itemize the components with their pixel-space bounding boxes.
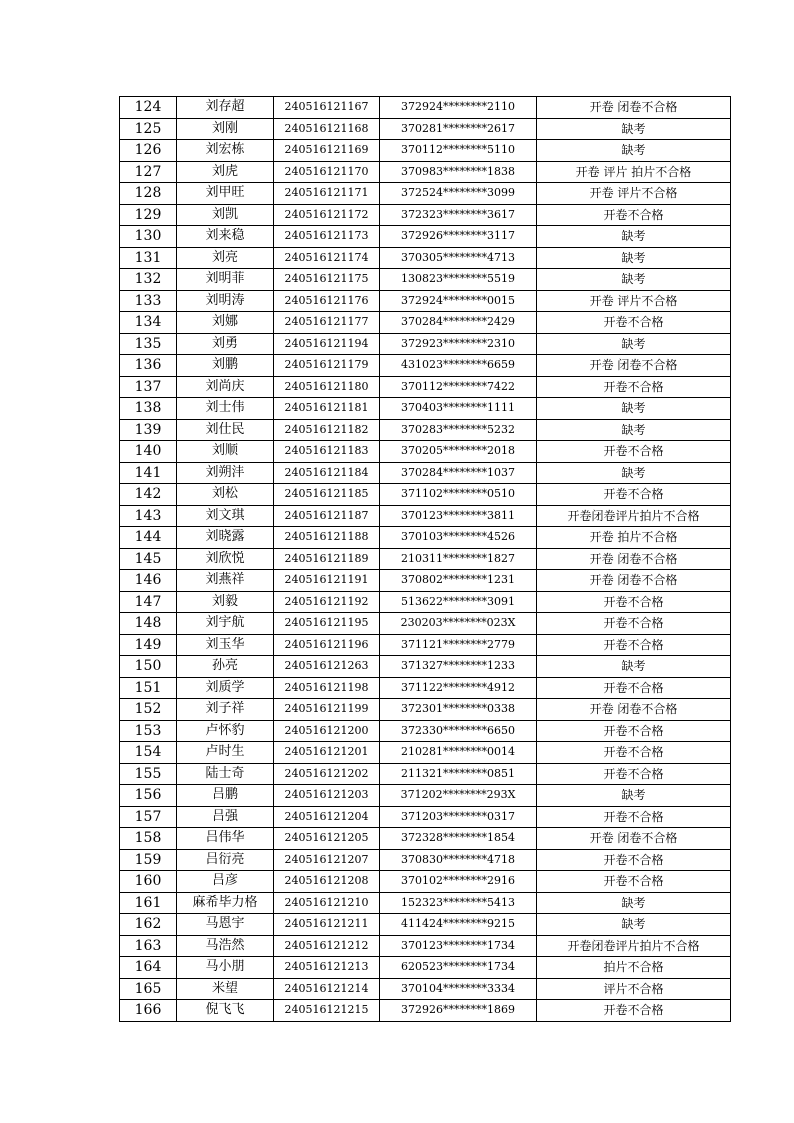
- exam-number: 240516121196: [274, 634, 380, 656]
- exam-number: 240516121173: [274, 226, 380, 248]
- table-row: [120, 398, 731, 420]
- exam-result: 开卷 闭卷不合格: [537, 828, 731, 850]
- exam-number: 240516121212: [274, 935, 380, 957]
- exam-number: 240516121211: [274, 914, 380, 936]
- id-number: 370283********5232: [380, 419, 537, 441]
- candidate-name: 刘甲旺: [177, 183, 274, 205]
- table-row: [120, 226, 731, 248]
- table-row: [120, 806, 731, 828]
- row-number: 156: [120, 785, 177, 807]
- exam-result: 缺考: [537, 785, 731, 807]
- id-number: 370281********2617: [380, 118, 537, 140]
- exam-result: 缺考: [537, 914, 731, 936]
- row-number: 150: [120, 656, 177, 678]
- exam-result: 缺考: [537, 656, 731, 678]
- exam-number: 240516121192: [274, 591, 380, 613]
- candidate-name: 吕伟华: [177, 828, 274, 850]
- row-number: 133: [120, 290, 177, 312]
- id-number: 211321********0851: [380, 763, 537, 785]
- row-number: 149: [120, 634, 177, 656]
- exam-number: 240516121199: [274, 699, 380, 721]
- exam-number: 240516121204: [274, 806, 380, 828]
- candidate-name: 刘燕祥: [177, 570, 274, 592]
- exam-number: 240516121170: [274, 161, 380, 183]
- exam-number: 240516121203: [274, 785, 380, 807]
- table-row: [120, 161, 731, 183]
- exam-number: 240516121167: [274, 97, 380, 119]
- exam-result: 缺考: [537, 892, 731, 914]
- row-number: 137: [120, 376, 177, 398]
- row-number: 155: [120, 763, 177, 785]
- candidate-name: 刘来稳: [177, 226, 274, 248]
- table-row: [120, 140, 731, 162]
- table-row: [120, 269, 731, 291]
- row-number: 148: [120, 613, 177, 635]
- table-row: [120, 978, 731, 1000]
- exam-number: 240516121207: [274, 849, 380, 871]
- row-number: 152: [120, 699, 177, 721]
- row-number: 165: [120, 978, 177, 1000]
- table-row: [120, 247, 731, 269]
- exam-result: 开卷 闭卷不合格: [537, 355, 731, 377]
- id-number: 371327********1233: [380, 656, 537, 678]
- table-row: [120, 484, 731, 506]
- candidate-name: 刘仕民: [177, 419, 274, 441]
- row-number: 134: [120, 312, 177, 334]
- candidate-name: 刘朔沣: [177, 462, 274, 484]
- id-number: 372323********3617: [380, 204, 537, 226]
- candidate-name: 刘虎: [177, 161, 274, 183]
- exam-number: 240516121181: [274, 398, 380, 420]
- table-row: [120, 333, 731, 355]
- exam-result: 开卷 评片不合格: [537, 183, 731, 205]
- table-row: [120, 634, 731, 656]
- exam-result: 缺考: [537, 118, 731, 140]
- row-number: 128: [120, 183, 177, 205]
- exam-result: 开卷不合格: [537, 871, 731, 893]
- id-number: 370112********5110: [380, 140, 537, 162]
- exam-number: 240516121179: [274, 355, 380, 377]
- candidate-name: 刘尚庆: [177, 376, 274, 398]
- row-number: 147: [120, 591, 177, 613]
- id-number: 371202********293X: [380, 785, 537, 807]
- row-number: 164: [120, 957, 177, 979]
- id-number: 513622********3091: [380, 591, 537, 613]
- exam-result: 缺考: [537, 140, 731, 162]
- candidate-name: 刘毅: [177, 591, 274, 613]
- table-row: [120, 785, 731, 807]
- table-row: [120, 828, 731, 850]
- table-row: [120, 355, 731, 377]
- exam-result: 缺考: [537, 462, 731, 484]
- candidate-name: 刘凯: [177, 204, 274, 226]
- exam-result: 缺考: [537, 419, 731, 441]
- id-number: 372926********1869: [380, 1000, 537, 1022]
- candidate-name: 刘子祥: [177, 699, 274, 721]
- table-row: [120, 699, 731, 721]
- exam-result: 开卷不合格: [537, 677, 731, 699]
- table-row: [120, 957, 731, 979]
- table-row: [120, 312, 731, 334]
- exam-result: 缺考: [537, 269, 731, 291]
- exam-result: 拍片不合格: [537, 957, 731, 979]
- row-number: 138: [120, 398, 177, 420]
- id-number: 370123********3811: [380, 505, 537, 527]
- exam-result: 开卷不合格: [537, 204, 731, 226]
- id-number: 370802********1231: [380, 570, 537, 592]
- exam-result: 开卷闭卷评片拍片不合格: [537, 935, 731, 957]
- exam-result: 开卷 闭卷不合格: [537, 570, 731, 592]
- exam-result: 开卷不合格: [537, 720, 731, 742]
- id-number: 372924********0015: [380, 290, 537, 312]
- candidate-name: 马浩然: [177, 935, 274, 957]
- exam-number: 240516121177: [274, 312, 380, 334]
- id-number: 210311********1827: [380, 548, 537, 570]
- table-row: [120, 677, 731, 699]
- row-number: 129: [120, 204, 177, 226]
- id-number: 371203********0317: [380, 806, 537, 828]
- exam-result: 开卷不合格: [537, 806, 731, 828]
- exam-result: 开卷 评片 拍片不合格: [537, 161, 731, 183]
- candidate-name: 马小朋: [177, 957, 274, 979]
- row-number: 166: [120, 1000, 177, 1022]
- exam-result: 评片不合格: [537, 978, 731, 1000]
- table-row: [120, 118, 731, 140]
- id-number: 431023********6659: [380, 355, 537, 377]
- exam-number: 240516121176: [274, 290, 380, 312]
- exam-result: 开卷不合格: [537, 376, 731, 398]
- table-row: [120, 441, 731, 463]
- id-number: 372301********0338: [380, 699, 537, 721]
- candidate-name: 刘松: [177, 484, 274, 506]
- exam-number: 240516121191: [274, 570, 380, 592]
- row-number: 151: [120, 677, 177, 699]
- candidate-name: 刘文琪: [177, 505, 274, 527]
- exam-result: 开卷 闭卷不合格: [537, 97, 731, 119]
- candidate-name: 刘鹏: [177, 355, 274, 377]
- table-row: [120, 204, 731, 226]
- exam-number: 240516121213: [274, 957, 380, 979]
- candidate-name: 刘欣悦: [177, 548, 274, 570]
- id-number: 371122********4912: [380, 677, 537, 699]
- candidate-name: 吕强: [177, 806, 274, 828]
- exam-result: 开卷不合格: [537, 484, 731, 506]
- exam-result: 开卷不合格: [537, 591, 731, 613]
- exam-result: 开卷不合格: [537, 312, 731, 334]
- exam-result: 缺考: [537, 247, 731, 269]
- exam-number: 240516121198: [274, 677, 380, 699]
- id-number: 130823********5519: [380, 269, 537, 291]
- candidate-name: 吕鹏: [177, 785, 274, 807]
- exam-number: 240516121187: [274, 505, 380, 527]
- exam-number: 240516121185: [274, 484, 380, 506]
- id-number: 372328********1854: [380, 828, 537, 850]
- id-number: 370830********4718: [380, 849, 537, 871]
- exam-result: 开卷不合格: [537, 613, 731, 635]
- exam-result: 缺考: [537, 333, 731, 355]
- table-row: [120, 935, 731, 957]
- candidate-name: 孙亮: [177, 656, 274, 678]
- id-number: 370983********1838: [380, 161, 537, 183]
- row-number: 127: [120, 161, 177, 183]
- exam-number: 240516121200: [274, 720, 380, 742]
- table-row: [120, 97, 731, 119]
- exam-number: 240516121175: [274, 269, 380, 291]
- candidate-name: 刘士伟: [177, 398, 274, 420]
- candidate-name: 刘明涛: [177, 290, 274, 312]
- exam-number: 240516121183: [274, 441, 380, 463]
- exam-number: 240516121214: [274, 978, 380, 1000]
- id-number: 370305********4713: [380, 247, 537, 269]
- exam-number: 240516121215: [274, 1000, 380, 1022]
- exam-number: 240516121202: [274, 763, 380, 785]
- candidate-name: 刘亮: [177, 247, 274, 269]
- id-number: 372924********2110: [380, 97, 537, 119]
- candidate-name: 吕衍亮: [177, 849, 274, 871]
- table-row: [120, 742, 731, 764]
- id-number: 411424********9215: [380, 914, 537, 936]
- exam-result: 开卷不合格: [537, 1000, 731, 1022]
- row-number: 153: [120, 720, 177, 742]
- row-number: 130: [120, 226, 177, 248]
- id-number: 370104********3334: [380, 978, 537, 1000]
- id-number: 372923********2310: [380, 333, 537, 355]
- candidate-name: 倪飞飞: [177, 1000, 274, 1022]
- candidate-name: 刘娜: [177, 312, 274, 334]
- row-number: 140: [120, 441, 177, 463]
- exam-number: 240516121188: [274, 527, 380, 549]
- candidate-name: 刘宏栋: [177, 140, 274, 162]
- exam-result: 缺考: [537, 398, 731, 420]
- row-number: 124: [120, 97, 177, 119]
- exam-number: 240516121171: [274, 183, 380, 205]
- table-row: [120, 613, 731, 635]
- id-number: 372524********3099: [380, 183, 537, 205]
- exam-result: 开卷不合格: [537, 849, 731, 871]
- row-number: 161: [120, 892, 177, 914]
- id-number: 372330********6650: [380, 720, 537, 742]
- id-number: 370403********1111: [380, 398, 537, 420]
- table-row: [120, 914, 731, 936]
- exam-result: 开卷闭卷评片拍片不合格: [537, 505, 731, 527]
- row-number: 144: [120, 527, 177, 549]
- table-row: [120, 462, 731, 484]
- table-row: [120, 570, 731, 592]
- row-number: 163: [120, 935, 177, 957]
- candidate-name: 刘勇: [177, 333, 274, 355]
- candidate-name: 刘宇航: [177, 613, 274, 635]
- id-number: 370284********2429: [380, 312, 537, 334]
- exam-result: 开卷 闭卷不合格: [537, 699, 731, 721]
- row-number: 158: [120, 828, 177, 850]
- id-number: 370123********1734: [380, 935, 537, 957]
- id-number: 210281********0014: [380, 742, 537, 764]
- row-number: 141: [120, 462, 177, 484]
- row-number: 139: [120, 419, 177, 441]
- id-number: 370112********7422: [380, 376, 537, 398]
- candidate-name: 刘顺: [177, 441, 274, 463]
- table-row: [120, 591, 731, 613]
- row-number: 157: [120, 806, 177, 828]
- candidate-name: 吕彦: [177, 871, 274, 893]
- id-number: 620523********1734: [380, 957, 537, 979]
- exam-number: 240516121168: [274, 118, 380, 140]
- exam-number: 240516121169: [274, 140, 380, 162]
- exam-result: 开卷不合格: [537, 763, 731, 785]
- table-row: [120, 763, 731, 785]
- table-row: [120, 871, 731, 893]
- candidate-name: 麻希毕力格: [177, 892, 274, 914]
- exam-results-table: [119, 96, 731, 1022]
- candidate-name: 卢时生: [177, 742, 274, 764]
- id-number: 230203********023X: [380, 613, 537, 635]
- candidate-name: 卢怀豹: [177, 720, 274, 742]
- row-number: 160: [120, 871, 177, 893]
- exam-number: 240516121195: [274, 613, 380, 635]
- exam-number: 240516121174: [274, 247, 380, 269]
- candidate-name: 刘存超: [177, 97, 274, 119]
- exam-number: 240516121184: [274, 462, 380, 484]
- table-row: [120, 505, 731, 527]
- exam-result: 开卷不合格: [537, 742, 731, 764]
- exam-number: 240516121210: [274, 892, 380, 914]
- row-number: 126: [120, 140, 177, 162]
- row-number: 162: [120, 914, 177, 936]
- table-row: [120, 376, 731, 398]
- candidate-name: 米望: [177, 978, 274, 1000]
- exam-number: 240516121263: [274, 656, 380, 678]
- exam-number: 240516121189: [274, 548, 380, 570]
- row-number: 146: [120, 570, 177, 592]
- exam-number: 240516121194: [274, 333, 380, 355]
- id-number: 372926********3117: [380, 226, 537, 248]
- exam-result: 开卷 拍片不合格: [537, 527, 731, 549]
- candidate-name: 刘玉华: [177, 634, 274, 656]
- exam-result: 缺考: [537, 226, 731, 248]
- candidate-name: 刘晓露: [177, 527, 274, 549]
- table-row: [120, 183, 731, 205]
- table-row: [120, 548, 731, 570]
- row-number: 125: [120, 118, 177, 140]
- exam-result: 开卷不合格: [537, 441, 731, 463]
- exam-result: 开卷 评片不合格: [537, 290, 731, 312]
- candidate-name: 刘刚: [177, 118, 274, 140]
- table-row: [120, 720, 731, 742]
- exam-number: 240516121201: [274, 742, 380, 764]
- row-number: 159: [120, 849, 177, 871]
- exam-number: 240516121172: [274, 204, 380, 226]
- exam-result: 开卷不合格: [537, 634, 731, 656]
- row-number: 131: [120, 247, 177, 269]
- table-row: [120, 527, 731, 549]
- id-number: 370205********2018: [380, 441, 537, 463]
- table-row: [120, 419, 731, 441]
- table-row: [120, 892, 731, 914]
- table-row: [120, 1000, 731, 1022]
- exam-number: 240516121208: [274, 871, 380, 893]
- candidate-name: 刘明菲: [177, 269, 274, 291]
- table-row: [120, 849, 731, 871]
- id-number: 370284********1037: [380, 462, 537, 484]
- row-number: 135: [120, 333, 177, 355]
- candidate-name: 陆士奇: [177, 763, 274, 785]
- row-number: 145: [120, 548, 177, 570]
- table-row: [120, 290, 731, 312]
- exam-number: 240516121205: [274, 828, 380, 850]
- exam-result: 开卷 闭卷不合格: [537, 548, 731, 570]
- id-number: 370102********2916: [380, 871, 537, 893]
- exam-number: 240516121180: [274, 376, 380, 398]
- row-number: 132: [120, 269, 177, 291]
- id-number: 152323********5413: [380, 892, 537, 914]
- candidate-name: 刘质学: [177, 677, 274, 699]
- candidate-name: 马恩宇: [177, 914, 274, 936]
- exam-number: 240516121182: [274, 419, 380, 441]
- row-number: 142: [120, 484, 177, 506]
- exam-results-body: [120, 97, 731, 1022]
- id-number: 370103********4526: [380, 527, 537, 549]
- id-number: 371102********0510: [380, 484, 537, 506]
- id-number: 371121********2779: [380, 634, 537, 656]
- row-number: 136: [120, 355, 177, 377]
- table-row: [120, 656, 731, 678]
- row-number: 143: [120, 505, 177, 527]
- row-number: 154: [120, 742, 177, 764]
